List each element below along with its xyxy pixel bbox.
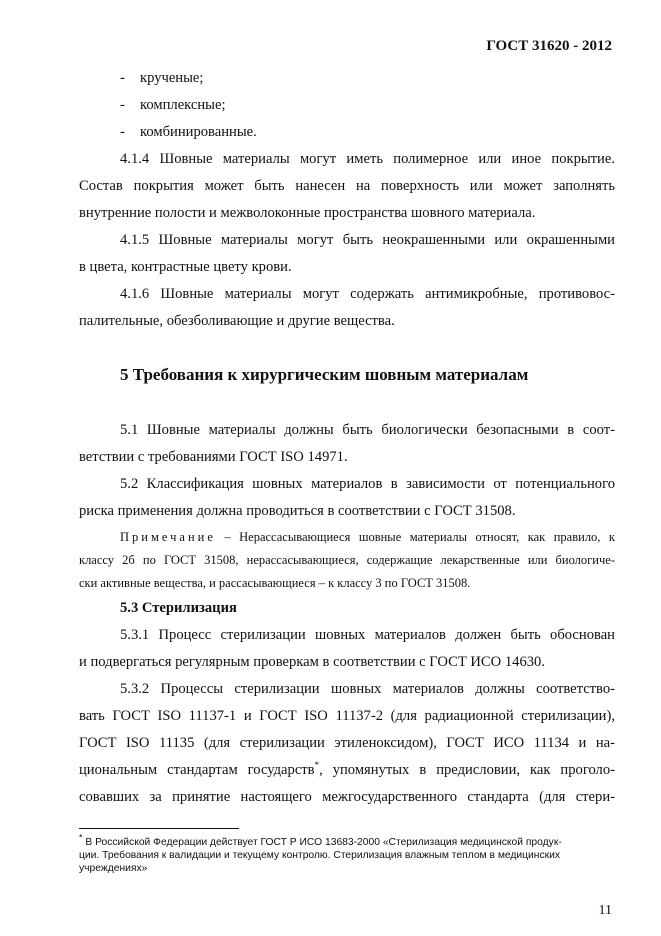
paragraph-5-1-line: 5.1 Шовные материалы должны быть биологически безопасными в соот-	[120, 422, 615, 438]
footnote-line	[79, 832, 619, 849]
note-label: Примечание	[120, 530, 216, 544]
paragraph-4-1-5-line: 4.1.5 Шовные материалы могут быть неокрашенными или окрашенными	[120, 232, 615, 248]
paragraph-5-3-2-line: 5.3.2 Процессы стерилизации шовных материалов должны соответство-	[120, 681, 615, 697]
paragraph-4-1-4-line: 4.1.4 Шовные материалы могут иметь полимерное или иное покрытие.	[120, 151, 615, 167]
paragraph-text: , упомянутых в предисловии, как проголо-	[319, 762, 615, 778]
footnote	[79, 832, 619, 875]
note-text: – Нерассасывающиеся шовные материалы относят, как правило, к	[215, 530, 615, 544]
footnote-mark: *	[79, 832, 83, 843]
paragraph-5-3-1-line: и подвергаться регулярным проверкам в соответствии с ГОСТ ИСО 14630.	[79, 654, 545, 670]
paragraph-4-1-6-line: палительные, обезболивающие и другие вещества.	[79, 313, 395, 329]
note-line	[120, 530, 615, 545]
paragraph-4-1-4-line: Состав покрытия может быть нанесен на поверхность или может заполнять	[79, 178, 615, 194]
footnote-line: учреждениях»	[79, 863, 148, 874]
list-item: крученые;	[140, 70, 204, 86]
paragraph-5-3-2-line: вать ГОСТ ISO 11137-1 и ГОСТ ISO 11137-2 (для радиационной стерилизации),	[79, 708, 615, 724]
document-header: ГОСТ 31620 - 2012	[486, 38, 612, 54]
section-5-3-heading: 5.3 Стерилизация	[120, 600, 237, 616]
paragraph-4-1-4-line: внутренние полости и межволоконные пространства шовного материала.	[79, 205, 536, 221]
page-number: 11	[598, 903, 612, 918]
footnote-divider	[79, 828, 239, 829]
paragraph-5-2-line: риска применения должна проводиться в соответствии с ГОСТ 31508.	[79, 503, 516, 519]
paragraph-4-1-5-line: в цвета, контрастные цвету крови.	[79, 259, 292, 275]
list-dash: -	[120, 97, 125, 113]
paragraph-text: циональным стандартам государств	[79, 762, 315, 778]
footnote-line: ции. Требования к валидации и текущему контролю. Стерилизация влажным теплом в медицинских	[79, 850, 561, 861]
section-5-heading: 5 Требования к хирургическим шовным материалам	[120, 365, 529, 384]
paragraph-5-2-line: 5.2 Классификация шовных материалов в зависимости от потенциального	[120, 476, 615, 492]
paragraph-5-3-2-line: ГОСТ ISO 11135 (для стерилизации этиленоксидом), ГОСТ ИСО 11134 и на-	[79, 735, 615, 751]
paragraph-5-3-2-line	[79, 762, 615, 779]
note-line: ски активные вещества, и рассасывающиеся – к классу 3 по ГОСТ 31508.	[79, 576, 471, 590]
paragraph-5-3-2-line: совавших за принятие настоящего межгосударственного стандарта (для стери-	[79, 789, 615, 805]
list-item: комбинированные.	[140, 124, 257, 140]
paragraph-5-3-1-line: 5.3.1 Процесс стерилизации шовных материалов должен быть обоснован	[120, 627, 615, 643]
footnote-text: В Российской Федерации действует ГОСТ Р ИСО 13683-2000 «Стерилизация медицинской продук-	[82, 837, 562, 848]
list-dash: -	[120, 70, 125, 86]
list-item: комплексные;	[140, 97, 226, 113]
paragraph-5-1-line: ветствии с требованиями ГОСТ ISO 14971.	[79, 449, 348, 465]
paragraph-4-1-6-line: 4.1.6 Шовные материалы могут содержать антимикробные, противовос-	[120, 286, 615, 302]
note-line: классу 2б по ГОСТ 31508, нерассасывающиеся, содержащие лекарственные или биологиче-	[79, 553, 615, 567]
footnote-reference[interactable]: *	[314, 760, 320, 771]
list-dash: -	[120, 124, 125, 140]
